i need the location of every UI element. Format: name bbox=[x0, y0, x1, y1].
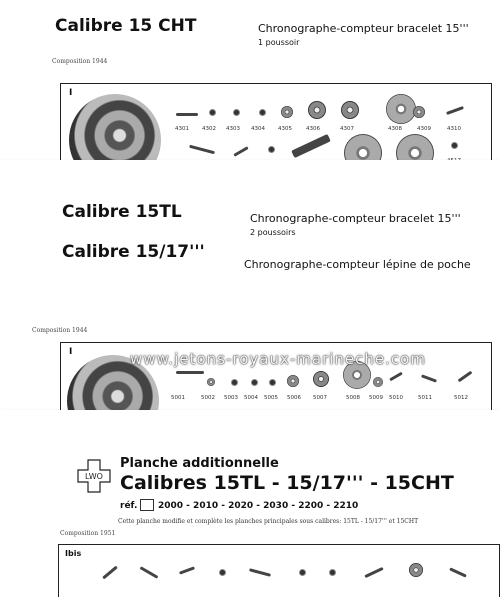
planche-title: Planche additionnelle bbox=[120, 456, 279, 471]
part-spring bbox=[458, 371, 473, 383]
part-number: 5008 bbox=[346, 395, 360, 401]
part-screw bbox=[251, 379, 258, 386]
part-lever bbox=[140, 566, 159, 579]
caliber-subtitle: 1 poussoir bbox=[258, 38, 300, 47]
logo-text: LWO bbox=[85, 472, 103, 481]
caliber-title: Calibre 15 CHT bbox=[55, 16, 197, 36]
part-number: 4310 bbox=[447, 126, 461, 132]
planche-note: Cette planche modifie et complète les planches principales sous calibres: 15TL - 15/17''' et 15CHT bbox=[118, 518, 419, 525]
ref-label: réf. bbox=[120, 501, 138, 511]
part-pinion bbox=[287, 375, 299, 387]
composition-label: Composition 1951 bbox=[60, 530, 116, 537]
part-number: 5002 bbox=[201, 395, 215, 401]
part-stem bbox=[176, 371, 204, 374]
part-pinion bbox=[373, 377, 383, 387]
sheet-calibre-15tl bbox=[0, 160, 500, 425]
part-screw bbox=[259, 109, 266, 116]
part-bridge bbox=[291, 134, 331, 158]
part-number: 5003 bbox=[224, 395, 238, 401]
part-number: 5004 bbox=[244, 395, 258, 401]
calibres-title: Calibres 15TL - 15/17''' - 15CHT bbox=[120, 472, 454, 494]
part-number: 4304 bbox=[251, 126, 265, 132]
sheet-planche-additionnelle bbox=[0, 410, 500, 597]
part-number: 5005 bbox=[264, 395, 278, 401]
part-number: 4305 bbox=[278, 126, 292, 132]
part-crown-wheel bbox=[386, 94, 416, 124]
ref-values: 2000 - 2010 - 2020 - 2030 - 2200 - 2210 bbox=[158, 501, 359, 511]
part-screw bbox=[268, 146, 275, 153]
watermark-text: www.jetons-royaux-marineche.com bbox=[130, 350, 426, 368]
part-screw bbox=[329, 569, 336, 576]
sheet-calibre-15cht bbox=[0, 0, 500, 175]
caliber-subtitle-a: 2 poussoirs bbox=[250, 228, 296, 237]
part-wheel bbox=[409, 563, 423, 577]
parts-plate bbox=[58, 544, 500, 597]
part-number: 4308 bbox=[388, 126, 402, 132]
part-spring bbox=[446, 106, 464, 115]
part-screw bbox=[231, 379, 238, 386]
part-lever bbox=[189, 145, 215, 155]
caliber-title-b: Calibre 15/17''' bbox=[62, 242, 205, 262]
part-number: 4302 bbox=[202, 126, 216, 132]
part-screw bbox=[233, 109, 240, 116]
part-lever bbox=[249, 568, 271, 577]
part-wheel bbox=[313, 371, 329, 387]
plate-label: I bbox=[69, 347, 73, 357]
part-number: 4307 bbox=[340, 126, 354, 132]
part-lever bbox=[233, 146, 248, 157]
part-pinion bbox=[413, 106, 425, 118]
part-screw bbox=[219, 569, 226, 576]
part-spring bbox=[449, 567, 467, 577]
part-screw bbox=[299, 569, 306, 576]
part-screw bbox=[209, 109, 216, 116]
part-pinion bbox=[207, 378, 215, 386]
part-lever bbox=[364, 567, 383, 578]
part-number: 5009 bbox=[369, 395, 383, 401]
part-number: 5001 bbox=[171, 395, 185, 401]
part-number: 4303 bbox=[226, 126, 240, 132]
part-number: 4309 bbox=[417, 126, 431, 132]
plate-label: I bbox=[69, 88, 73, 98]
part-number: 5011 bbox=[418, 395, 432, 401]
part-pinion bbox=[281, 106, 293, 118]
part-number: 5012 bbox=[454, 395, 468, 401]
plate-label: Ibis bbox=[65, 549, 82, 558]
part-spring bbox=[421, 374, 437, 382]
part-lever bbox=[179, 566, 195, 574]
part-number: 4301 bbox=[175, 126, 189, 132]
part-number: 5007 bbox=[313, 395, 327, 401]
ref-grid-icon bbox=[140, 499, 154, 511]
part-wheel bbox=[308, 101, 326, 119]
part-number: 4306 bbox=[306, 126, 320, 132]
part-wheel bbox=[341, 101, 359, 119]
composition-label: Composition 1944 bbox=[32, 327, 88, 334]
part-spring bbox=[389, 372, 403, 382]
part-number: 5010 bbox=[389, 395, 403, 401]
caliber-title-a: Calibre 15TL bbox=[62, 202, 182, 222]
part-number: 5006 bbox=[287, 395, 301, 401]
part-pin bbox=[176, 113, 198, 116]
caliber-description-b: Chronographe-compteur lépine de poche bbox=[244, 258, 471, 271]
caliber-description-a: Chronographe-compteur bracelet 15''' bbox=[250, 212, 461, 225]
part-lever bbox=[102, 566, 118, 580]
part-screw bbox=[269, 379, 276, 386]
part-screw bbox=[451, 142, 458, 149]
lwo-cross-logo bbox=[77, 459, 111, 493]
composition-label: Composition 1944 bbox=[52, 58, 108, 65]
caliber-description: Chronographe-compteur bracelet 15''' bbox=[258, 22, 469, 35]
